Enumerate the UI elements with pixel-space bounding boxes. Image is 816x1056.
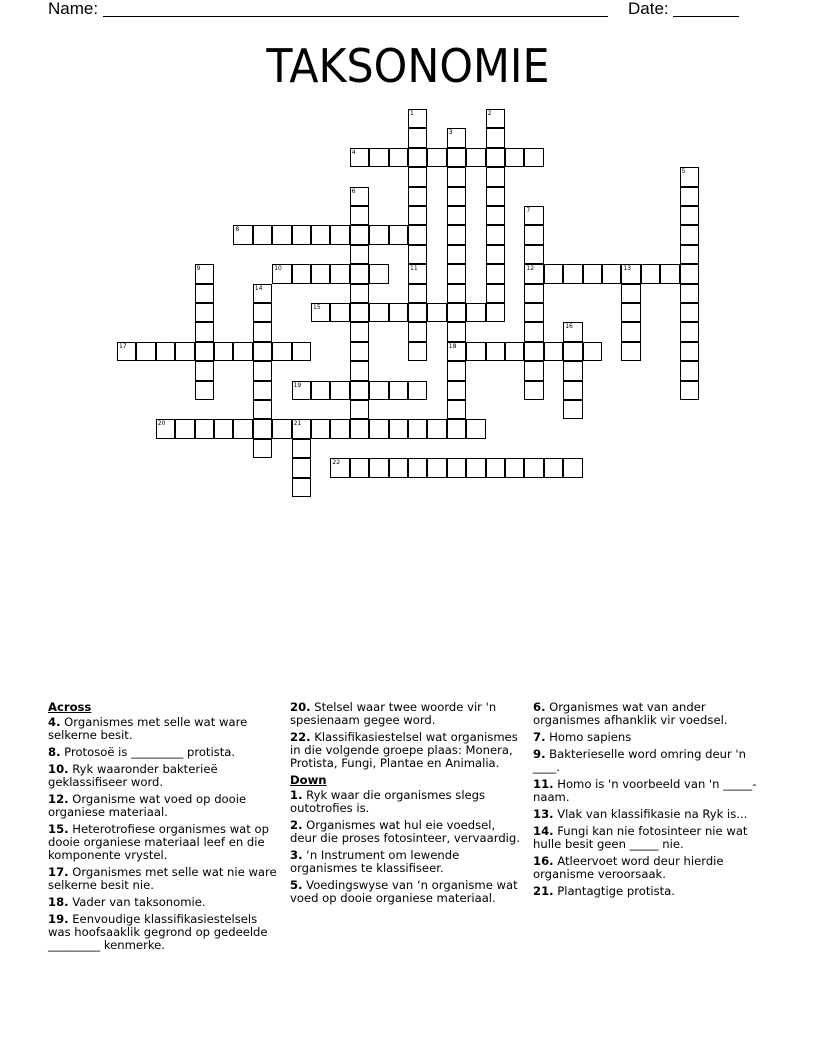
clues-column-3 bbox=[533, 701, 769, 902]
grid-cell[interactable] bbox=[486, 187, 505, 206]
clue-number: 7. bbox=[533, 730, 546, 744]
grid-cell[interactable] bbox=[486, 148, 505, 167]
clue-text: Bakterieselle word omring deur 'n ____. bbox=[533, 747, 746, 774]
crossword-grid bbox=[0, 0, 816, 520]
grid-cell[interactable] bbox=[447, 303, 466, 322]
grid-cell[interactable] bbox=[214, 419, 233, 438]
down-clue bbox=[533, 778, 769, 804]
clues-column-1 bbox=[48, 701, 278, 956]
grid-cell[interactable] bbox=[389, 225, 408, 244]
across-clue bbox=[48, 823, 278, 862]
grid-cell[interactable] bbox=[447, 167, 466, 186]
grid-cell[interactable] bbox=[427, 303, 446, 322]
grid-cell[interactable] bbox=[195, 361, 214, 380]
clue-number: 16. bbox=[533, 854, 554, 868]
grid-cell[interactable] bbox=[486, 225, 505, 244]
grid-cell[interactable] bbox=[156, 342, 175, 361]
grid-cell[interactable] bbox=[447, 187, 466, 206]
grid-cell[interactable] bbox=[408, 419, 427, 438]
grid-cell[interactable] bbox=[311, 381, 330, 400]
down-clue bbox=[533, 701, 769, 727]
down-clue bbox=[290, 849, 520, 875]
grid-cell[interactable] bbox=[292, 264, 311, 283]
clue-number: 13. bbox=[533, 807, 554, 821]
clue-text: Klassifikasiestelsel wat organismes in die volgende groepe plaas: Monera, Protista, Fungi, Plantae en Animalia. bbox=[290, 730, 518, 770]
grid-cell[interactable] bbox=[466, 303, 485, 322]
grid-cell[interactable] bbox=[350, 361, 369, 380]
grid-cell[interactable] bbox=[292, 458, 311, 477]
clue-text: Homo is 'n voorbeeld van 'n _____-naam. bbox=[533, 777, 757, 804]
grid-cell[interactable] bbox=[621, 284, 640, 303]
clue-number: 4. bbox=[48, 715, 61, 729]
grid-cell[interactable] bbox=[408, 167, 427, 186]
down-clue bbox=[533, 808, 769, 821]
grid-cell[interactable] bbox=[311, 419, 330, 438]
grid-cell[interactable] bbox=[447, 381, 466, 400]
grid-cell[interactable] bbox=[330, 458, 349, 477]
clue-text: Ryk waar die organismes slegs outotrofies is. bbox=[290, 788, 486, 815]
grid-cell[interactable] bbox=[524, 361, 543, 380]
grid-cell[interactable] bbox=[486, 303, 505, 322]
clue-text: Organismes wat van ander organismes afhanklik vir voedsel. bbox=[533, 700, 728, 727]
grid-cell[interactable] bbox=[389, 148, 408, 167]
clue-number: 3. bbox=[290, 848, 303, 862]
grid-cell[interactable] bbox=[389, 458, 408, 477]
grid-cell[interactable] bbox=[447, 322, 466, 341]
clue-number: 21. bbox=[533, 884, 554, 898]
grid-cell[interactable] bbox=[408, 284, 427, 303]
grid-cell[interactable] bbox=[369, 264, 388, 283]
grid-cell[interactable] bbox=[621, 322, 640, 341]
grid-cell[interactable] bbox=[486, 167, 505, 186]
grid-cell[interactable] bbox=[195, 322, 214, 341]
grid-cell[interactable] bbox=[524, 225, 543, 244]
grid-cell[interactable] bbox=[486, 342, 505, 361]
grid-cell[interactable] bbox=[447, 245, 466, 264]
clue-number: 17. bbox=[48, 865, 69, 879]
clue-number: 15 bbox=[313, 304, 321, 311]
grid-cell[interactable] bbox=[447, 400, 466, 419]
clue-number: 20 bbox=[157, 420, 166, 428]
grid-cell[interactable] bbox=[447, 128, 466, 147]
grid-cell[interactable] bbox=[272, 225, 291, 244]
grid-cell[interactable] bbox=[583, 264, 602, 283]
grid-cell[interactable] bbox=[680, 303, 699, 322]
grid-cell[interactable] bbox=[389, 419, 408, 438]
grid-cell[interactable] bbox=[253, 419, 272, 438]
grid-cell[interactable] bbox=[195, 264, 214, 283]
grid-cell[interactable] bbox=[680, 264, 699, 283]
grid-cell[interactable] bbox=[350, 322, 369, 341]
across-clue bbox=[290, 731, 520, 770]
clue-number: 21 bbox=[293, 420, 302, 428]
across-clue bbox=[48, 896, 278, 909]
grid-cell[interactable] bbox=[253, 225, 272, 244]
clues-column-2 bbox=[290, 701, 520, 909]
clue-number: 10. bbox=[48, 762, 69, 776]
grid-cell[interactable] bbox=[350, 458, 369, 477]
clue-text: ‘n Instrument om lewende organismes te klassifiseer. bbox=[290, 848, 460, 875]
grid-cell[interactable] bbox=[369, 225, 388, 244]
down-clue bbox=[533, 748, 769, 774]
grid-cell[interactable] bbox=[233, 225, 252, 244]
clue-number: 16 bbox=[565, 323, 573, 331]
clue-text: Vlak van klassifikasie na Ryk is... bbox=[553, 807, 748, 821]
grid-cell[interactable] bbox=[292, 225, 311, 244]
grid-cell[interactable] bbox=[272, 264, 291, 283]
grid-cell[interactable] bbox=[447, 284, 466, 303]
across-clue bbox=[48, 866, 278, 892]
grid-cell[interactable] bbox=[311, 225, 330, 244]
grid-cell[interactable] bbox=[311, 264, 330, 283]
clue-number: 15. bbox=[48, 822, 69, 836]
clue-number: 19. bbox=[48, 912, 69, 926]
grid-cell[interactable] bbox=[680, 284, 699, 303]
clue-number: 18 bbox=[448, 342, 457, 350]
grid-cell[interactable] bbox=[524, 148, 543, 167]
grid-cell[interactable] bbox=[680, 361, 699, 380]
clue-number: 12 bbox=[526, 265, 535, 273]
grid-cell[interactable] bbox=[292, 419, 311, 438]
grid-cell[interactable] bbox=[486, 284, 505, 303]
grid-cell[interactable] bbox=[330, 303, 349, 322]
grid-cell[interactable] bbox=[524, 381, 543, 400]
clue-text: Protosoë is _________ protista. bbox=[60, 745, 236, 759]
grid-cell[interactable] bbox=[195, 342, 214, 361]
clue-number: 1 bbox=[410, 110, 414, 117]
grid-cell[interactable] bbox=[466, 458, 485, 477]
clue-number: 7 bbox=[526, 207, 531, 214]
grid-cell[interactable] bbox=[195, 419, 214, 438]
grid-cell[interactable] bbox=[175, 342, 194, 361]
clue-text: Organisme wat voed op dooie organiese materiaal. bbox=[48, 792, 247, 819]
clue-number: 2. bbox=[290, 818, 303, 832]
clue-number: 19 bbox=[293, 381, 302, 389]
clue-text: Homo sapiens bbox=[545, 730, 632, 744]
across-clue bbox=[48, 746, 278, 759]
name-label: Name: bbox=[48, 0, 99, 18]
grid-cell[interactable] bbox=[253, 361, 272, 380]
down-clue bbox=[533, 731, 769, 744]
clue-number: 8. bbox=[48, 745, 61, 759]
clue-number: 11 bbox=[410, 265, 418, 273]
grid-cell[interactable] bbox=[156, 419, 175, 438]
clue-number: 11. bbox=[533, 777, 554, 791]
across-clue bbox=[48, 716, 278, 742]
grid-cell[interactable] bbox=[369, 458, 388, 477]
grid-cell[interactable] bbox=[253, 322, 272, 341]
grid-cell[interactable] bbox=[350, 264, 369, 283]
grid-cell[interactable] bbox=[350, 303, 369, 322]
grid-cell[interactable] bbox=[369, 303, 388, 322]
grid-cell[interactable] bbox=[524, 342, 543, 361]
grid-cell[interactable] bbox=[544, 342, 563, 361]
grid-cell[interactable] bbox=[350, 148, 369, 167]
grid-cell[interactable] bbox=[486, 245, 505, 264]
page-title: TAKSONOMIE bbox=[266, 39, 550, 93]
grid-cell[interactable] bbox=[447, 342, 466, 361]
grid-cell[interactable] bbox=[524, 206, 543, 225]
grid-cell[interactable] bbox=[408, 303, 427, 322]
grid-cell[interactable] bbox=[602, 264, 621, 283]
grid-cell[interactable] bbox=[505, 342, 524, 361]
clue-number: 18. bbox=[48, 895, 69, 909]
grid-cell[interactable] bbox=[408, 225, 427, 244]
grid-cell[interactable] bbox=[292, 439, 311, 458]
grid-cell[interactable] bbox=[408, 264, 427, 283]
grid-cell[interactable] bbox=[544, 264, 563, 283]
clue-number: 3 bbox=[448, 129, 453, 137]
grid-cell[interactable] bbox=[680, 167, 699, 186]
grid-cell[interactable] bbox=[253, 381, 272, 400]
grid-cell[interactable] bbox=[486, 264, 505, 283]
clue-number: 4 bbox=[351, 148, 356, 156]
across-heading: Across bbox=[48, 700, 92, 714]
grid-cell[interactable] bbox=[466, 342, 485, 361]
grid-cell[interactable] bbox=[563, 361, 582, 380]
down-clue bbox=[290, 819, 520, 845]
grid-cell[interactable] bbox=[524, 284, 543, 303]
grid-cell[interactable] bbox=[466, 419, 485, 438]
grid-cell[interactable] bbox=[369, 381, 388, 400]
grid-cell[interactable] bbox=[486, 458, 505, 477]
clue-text: Atleervoet word deur hierdie organisme veroorsaak. bbox=[533, 854, 724, 881]
grid-cell[interactable] bbox=[524, 303, 543, 322]
grid-cell[interactable] bbox=[447, 361, 466, 380]
clue-text: Organismes wat hul eie voedsel, deur die proses fotosinteer, vervaardig. bbox=[290, 818, 520, 845]
grid-cell[interactable] bbox=[408, 148, 427, 167]
grid-cell[interactable] bbox=[680, 322, 699, 341]
grid-cell[interactable] bbox=[195, 303, 214, 322]
grid-cell[interactable] bbox=[408, 342, 427, 361]
clue-number: 14 bbox=[254, 284, 263, 292]
grid-cell[interactable] bbox=[505, 148, 524, 167]
clue-text: Eenvoudige klassifikasiestelsels was hoofsaaklik gegrond op gedeelde _________ kenmerke. bbox=[48, 912, 268, 952]
across-clue bbox=[48, 763, 278, 789]
grid-cell[interactable] bbox=[350, 284, 369, 303]
clue-number: 6. bbox=[533, 700, 546, 714]
grid-cell[interactable] bbox=[583, 342, 602, 361]
grid-cell[interactable] bbox=[253, 284, 272, 303]
across-clue bbox=[48, 793, 278, 819]
grid-cell[interactable] bbox=[195, 284, 214, 303]
clue-number: 5 bbox=[681, 168, 686, 176]
grid-cell[interactable] bbox=[272, 342, 291, 361]
grid-cell[interactable] bbox=[447, 419, 466, 438]
clue-number: 9. bbox=[533, 747, 546, 761]
clue-text: Plantagtige protista. bbox=[553, 884, 675, 898]
grid-cell[interactable] bbox=[330, 225, 349, 244]
grid-cell[interactable] bbox=[330, 264, 349, 283]
grid-cell[interactable] bbox=[175, 419, 194, 438]
grid-cell[interactable] bbox=[563, 381, 582, 400]
down-clue bbox=[533, 855, 769, 881]
clue-number: 2 bbox=[487, 110, 492, 117]
clue-text: Vader van taksonomie. bbox=[68, 895, 206, 909]
grid-cell[interactable] bbox=[389, 303, 408, 322]
grid-cell[interactable] bbox=[117, 342, 136, 361]
grid-cell[interactable] bbox=[641, 264, 660, 283]
grid-cell[interactable] bbox=[408, 206, 427, 225]
grid-cell[interactable] bbox=[350, 419, 369, 438]
grid-cell[interactable] bbox=[447, 148, 466, 167]
clue-text: Heterotrofiese organismes wat op dooie organiese materiaal leef en die komponente vrystel. bbox=[48, 822, 269, 862]
grid-cell[interactable] bbox=[466, 148, 485, 167]
grid-cell[interactable] bbox=[408, 245, 427, 264]
clue-text: Ryk waaronder bakterieë geklassifiseer word. bbox=[48, 762, 218, 789]
grid-cell[interactable] bbox=[350, 187, 369, 206]
across-clue bbox=[48, 913, 278, 952]
grid-cell[interactable] bbox=[292, 342, 311, 361]
grid-cell[interactable] bbox=[486, 206, 505, 225]
grid-cell[interactable] bbox=[253, 342, 272, 361]
grid-cell[interactable] bbox=[253, 439, 272, 458]
grid-cell[interactable] bbox=[524, 245, 543, 264]
grid-cell[interactable] bbox=[680, 245, 699, 264]
grid-cell[interactable] bbox=[563, 264, 582, 283]
grid-cell[interactable] bbox=[292, 478, 311, 497]
down-clue bbox=[290, 879, 520, 905]
grid-cell[interactable] bbox=[680, 206, 699, 225]
grid-cell[interactable] bbox=[350, 381, 369, 400]
grid-cell[interactable] bbox=[233, 419, 252, 438]
down-clue bbox=[533, 885, 769, 898]
across-clue bbox=[290, 701, 520, 727]
grid-cell[interactable] bbox=[408, 322, 427, 341]
grid-cell[interactable] bbox=[486, 109, 505, 128]
grid-cell[interactable] bbox=[233, 342, 252, 361]
grid-cell[interactable] bbox=[195, 381, 214, 400]
clue-number: 13 bbox=[623, 265, 632, 273]
clue-text: Fungi kan nie fotosinteer nie wat hulle besit geen _____ nie. bbox=[533, 824, 748, 851]
grid-cell[interactable] bbox=[427, 419, 446, 438]
grid-cell[interactable] bbox=[408, 128, 427, 147]
grid-cell[interactable] bbox=[563, 342, 582, 361]
clue-text: Organismes met selle wat nie ware selkerne besit nie. bbox=[48, 865, 277, 892]
grid-cell[interactable] bbox=[272, 419, 291, 438]
down-clue bbox=[290, 789, 520, 815]
grid-cell[interactable] bbox=[447, 264, 466, 283]
grid-cell[interactable] bbox=[621, 303, 640, 322]
clue-number: 10 bbox=[274, 265, 282, 273]
clue-number: 14. bbox=[533, 824, 554, 838]
grid-cell[interactable] bbox=[369, 419, 388, 438]
grid-cell[interactable] bbox=[136, 342, 155, 361]
grid-cell[interactable] bbox=[621, 342, 640, 361]
grid-cell[interactable] bbox=[447, 206, 466, 225]
grid-cell[interactable] bbox=[680, 187, 699, 206]
grid-cell[interactable] bbox=[621, 264, 640, 283]
grid-cell[interactable] bbox=[214, 342, 233, 361]
grid-cell[interactable] bbox=[563, 400, 582, 419]
grid-cell[interactable] bbox=[408, 458, 427, 477]
clue-number: 22 bbox=[332, 459, 341, 467]
grid-cell[interactable] bbox=[350, 225, 369, 244]
grid-cell[interactable] bbox=[524, 322, 543, 341]
grid-cell[interactable] bbox=[292, 381, 311, 400]
grid-cell[interactable] bbox=[389, 381, 408, 400]
grid-cell[interactable] bbox=[330, 381, 349, 400]
grid-cell[interactable] bbox=[524, 458, 543, 477]
date-label: Date: bbox=[628, 0, 669, 18]
grid-cell[interactable] bbox=[350, 342, 369, 361]
grid-cell[interactable] bbox=[563, 322, 582, 341]
grid-cell[interactable] bbox=[486, 128, 505, 147]
clue-text: Voedingswyse van ‘n organisme wat voed op dooie organiese materiaal. bbox=[290, 878, 518, 905]
grid-cell[interactable] bbox=[447, 458, 466, 477]
grid-cell[interactable] bbox=[447, 225, 466, 244]
grid-cell[interactable] bbox=[369, 148, 388, 167]
clue-number: 5. bbox=[290, 878, 303, 892]
clue-number: 9 bbox=[196, 265, 201, 273]
clue-text: Organismes met selle wat ware selkerne besit. bbox=[48, 715, 248, 742]
grid-cell[interactable] bbox=[330, 419, 349, 438]
grid-cell[interactable] bbox=[408, 187, 427, 206]
grid-cell[interactable] bbox=[408, 109, 427, 128]
grid-cell[interactable] bbox=[544, 458, 563, 477]
grid-cell[interactable] bbox=[350, 245, 369, 264]
grid-cell[interactable] bbox=[680, 381, 699, 400]
grid-cell[interactable] bbox=[350, 400, 369, 419]
clue-number: 12. bbox=[48, 792, 69, 806]
clue-number: 8 bbox=[235, 226, 240, 234]
grid-cell[interactable] bbox=[680, 225, 699, 244]
clue-number: 20. bbox=[290, 700, 311, 714]
grid-cell[interactable] bbox=[427, 458, 446, 477]
grid-cell[interactable] bbox=[680, 342, 699, 361]
grid-cell[interactable] bbox=[253, 303, 272, 322]
grid-cell[interactable] bbox=[563, 458, 582, 477]
grid-cell[interactable] bbox=[408, 381, 427, 400]
grid-cell[interactable] bbox=[253, 400, 272, 419]
clue-number: 1. bbox=[290, 788, 303, 802]
grid-cell[interactable] bbox=[350, 206, 369, 225]
down-clue bbox=[533, 825, 769, 851]
grid-cell[interactable] bbox=[427, 148, 446, 167]
clue-number: 22. bbox=[290, 730, 311, 744]
grid-cell[interactable] bbox=[505, 458, 524, 477]
grid-cell[interactable] bbox=[524, 264, 543, 283]
clue-number: 6 bbox=[351, 187, 356, 195]
grid-cell[interactable] bbox=[311, 303, 330, 322]
down-heading: Down bbox=[290, 773, 327, 787]
clue-number: 17 bbox=[119, 342, 127, 350]
grid-cell[interactable] bbox=[660, 264, 679, 283]
clue-text: Stelsel waar twee woorde vir 'n spesienaam gegee word. bbox=[290, 700, 497, 727]
